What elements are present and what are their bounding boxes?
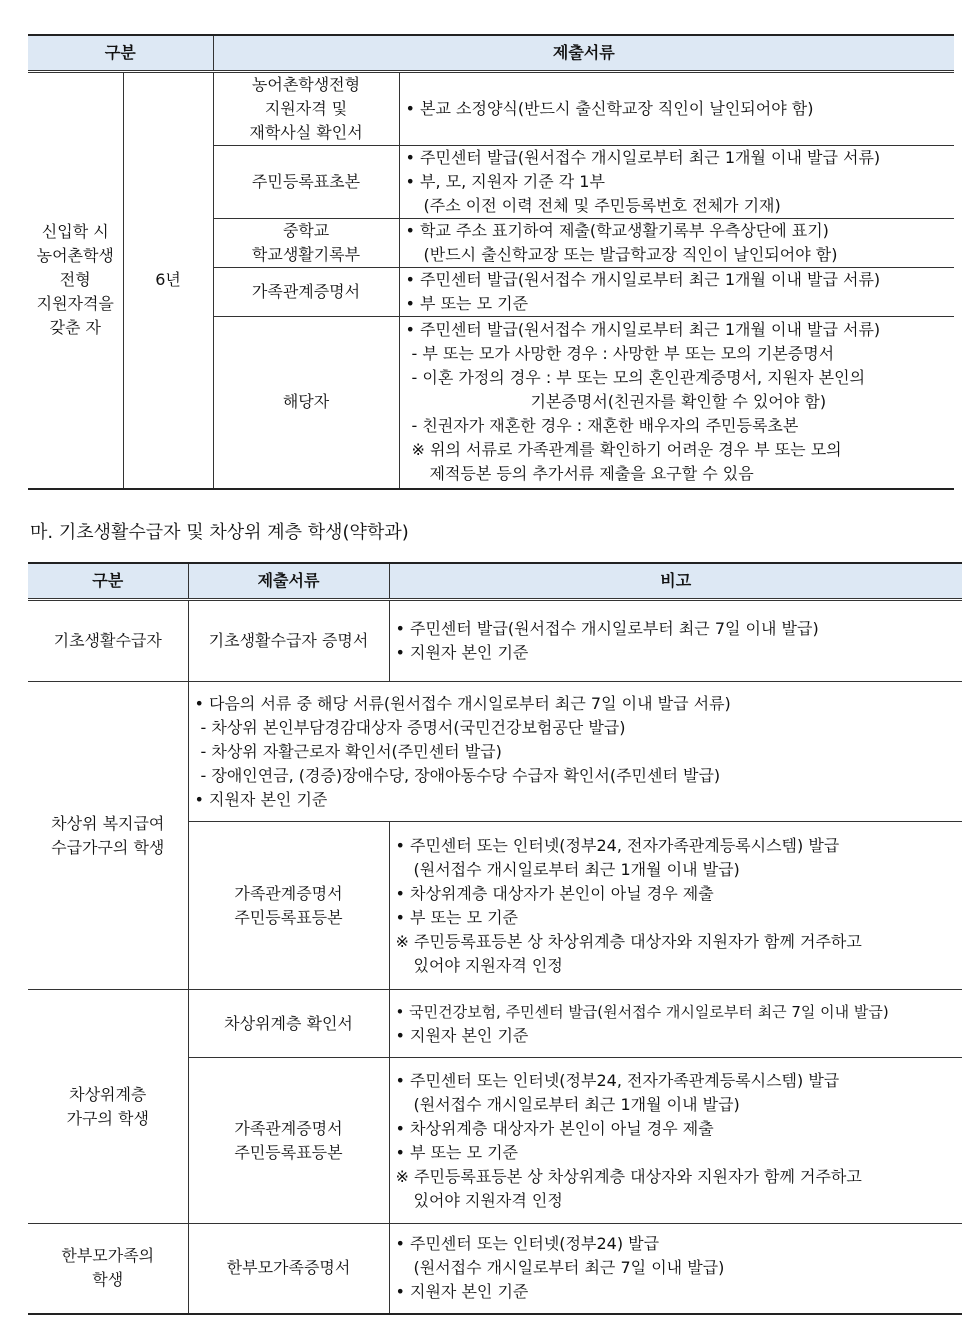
doc-cell: 해당자 (213, 317, 399, 489)
doc-cell: 가족관계증명서 주민등록표등본 (188, 1058, 389, 1224)
header-category: 구분 (28, 35, 213, 72)
period-cell: 6년 (123, 72, 213, 489)
doc-cell: 기초생활수급자 증명서 (188, 600, 389, 682)
header-documents: 제출서류 (213, 35, 954, 72)
items-cell: • 주민센터 발급(원서접수 개시일로부터 최근 1개월 이내 발급 서류) - 부 또는 모가 사망한 경우 : 사망한 부 또는 모의 기본증명서 - 이혼 가정의 경우 : 부 또는 모의 혼인관계증명서, 지원자 본인의 기본증명서(친권자를 확인할 수 있어야 함) - 친권자가 재혼한 경우 : 재혼한 배우자의 주민등록초본 ※ 위의 서류로 가족관계를 확인하기 어려운 경우 부 또는 모의 제적등본 등의 추가서류 제출을 요구할 수 있음 (399, 317, 954, 489)
header-documents: 제출서류 (188, 563, 389, 600)
items-cell: • 주민센터 발급(원서접수 개시일로부터 최근 1개월 이내 발급 서류) • 부, 모, 지원자 기준 각 1부 (주소 이전 이력 전체 및 주민등록번호 전체가 기재) (399, 146, 954, 219)
section-heading: 마. 기초생활수급자 및 차상위 계층 학생(약학과) (30, 522, 409, 543)
low-income-students-documents-table (28, 562, 962, 1315)
items-cell: • 학교 주소 표기하여 제출(학교생활기록부 우측상단에 표기) (반드시 출신학교장 또는 발급학교장 직인이 날인되어야 함) (399, 219, 954, 268)
items-cell: • 주민센터 발급(원서접수 개시일로부터 최근 1개월 이내 발급 서류) • 부 또는 모 기준 (399, 268, 954, 317)
header-notes: 비고 (389, 563, 962, 600)
header-category: 구분 (28, 563, 188, 600)
group-label-cell: 신입학 시 농어촌학생 전형 지원자격을 갖춘 자 (28, 72, 123, 489)
items-cell: • 본교 소정양식(반드시 출신학교장 직인이 날인되어야 함) (399, 72, 954, 146)
category-cell: 차상위계층 가구의 학생 (28, 990, 188, 1224)
doc-cell: 차상위계층 확인서 (188, 990, 389, 1058)
doc-cell: 한부모가족증명서 (188, 1224, 389, 1314)
category-cell: 기초생활수급자 (28, 600, 188, 682)
doc-cell: 가족관계증명서 주민등록표등본 (188, 822, 389, 990)
notes-cell: • 주민센터 또는 인터넷(정부24, 전자가족관계등록시스템) 발급 (원서접수 개시일로부터 최근 1개월 이내 발급) • 차상위계층 대상자가 본인이 아닐 경우 제출 • 부 또는 모 기준 ※ 주민등록표등본 상 차상위계층 대상자와 지원자가 함께 거주하고 있어야 지원자격 인정 (389, 1058, 962, 1224)
notes-cell: • 주민센터 발급(원서접수 개시일로부터 최근 7일 이내 발급) • 지원자 본인 기준 (389, 600, 962, 682)
notes-cell: • 주민센터 또는 인터넷(정부24, 전자가족관계등록시스템) 발급 (원서접수 개시일로부터 최근 1개월 이내 발급) • 차상위계층 대상자가 본인이 아닐 경우 제출 • 부 또는 모 기준 ※ 주민등록표등본 상 차상위계층 대상자와 지원자가 함께 거주하고 있어야 지원자격 인정 (389, 822, 962, 990)
doc-cell: 주민등록표초본 (213, 146, 399, 219)
notes-cell: • 주민센터 또는 인터넷(정부24) 발급 (원서접수 개시일로부터 최근 7일 이내 발급) • 지원자 본인 기준 (389, 1224, 962, 1314)
doc-cell: 가족관계증명서 (213, 268, 399, 317)
category-cell: 차상위 복지급여 수급가구의 학생 (28, 682, 188, 990)
notes-cell: • 국민건강보험, 주민센터 발급(원서접수 개시일로부터 최근 7일 이내 발급) • 지원자 본인 기준 (389, 990, 962, 1058)
doc-cell: 농어촌학생전형 지원자격 및 재학사실 확인서 (213, 72, 399, 146)
merged-notes-cell: • 다음의 서류 중 해당 서류(원서접수 개시일로부터 최근 7일 이내 발급 서류) - 차상위 본인부담경감대상자 증명서(국민건강보험공단 발급) - 차상위 자활근로자 확인서(주민센터 발급) - 장애인연금, (경증)장애수당, 장애아동수당 수급자 확인서(주민센터 발급) • 지원자 본인 기준 (188, 682, 962, 822)
doc-cell: 중학교 학교생활기록부 (213, 219, 399, 268)
category-cell: 한부모가족의 학생 (28, 1224, 188, 1314)
rural-students-documents-table (28, 34, 954, 490)
